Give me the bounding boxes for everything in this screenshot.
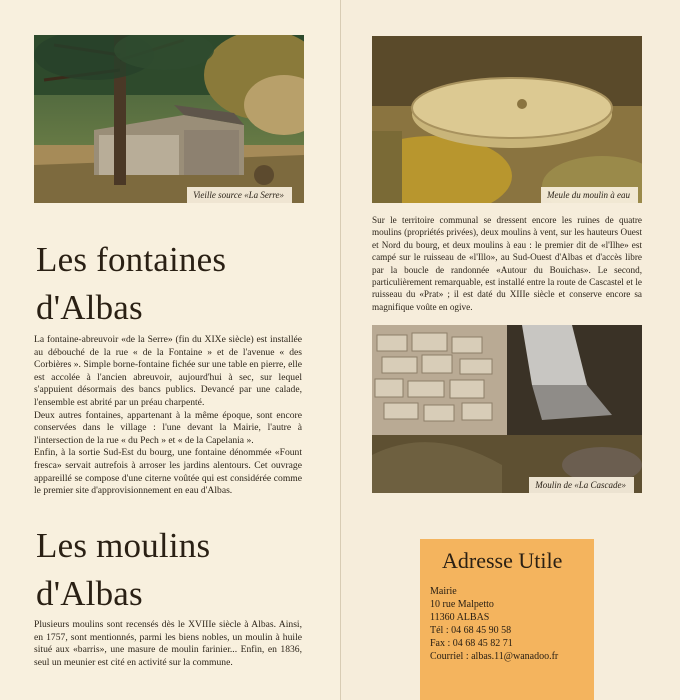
title-line: Les fontaines: [36, 240, 227, 279]
address-line: 11360 ALBAS: [430, 612, 490, 623]
photo-vieille-source: [34, 35, 304, 203]
title-moulins: [36, 522, 210, 618]
title-line: Les moulins: [36, 526, 211, 565]
photo-caption: Moulin de «La Cascade»: [529, 477, 634, 493]
photo-caption: Meule du moulin à eau: [541, 187, 638, 203]
title-line: d'Albas: [36, 574, 143, 613]
paragraph: Deux autres fontaines, appartenant à la même époque, sont encore conservées dans le village : l'une devant la Mairie, l'autre à l'intersection de la rue « du Pech » et « de la Capelania ».: [34, 409, 302, 446]
photo-caption: Vieille source «La Serre»: [187, 187, 292, 203]
address-line: Mairie: [430, 586, 457, 597]
address-title: Adresse Utile: [442, 548, 563, 573]
address-fax: Fax : 04 68 45 82 71: [430, 638, 513, 649]
photo-moulin-cascade: [372, 325, 642, 493]
paragraph: La fontaine-abreuvoir «de la Serre» (fin du XIXe siècle) est installée au débouché de la rue « de la Fontaine » et de l'avenue « des Corbières ». Simple borne-fontaine fichée sur une table en pierre, elle est accolée à l'ancien abreuvoir, aujourd'hui à sec, sur lequel s'appuient désormais des bancs publics. Devancé par une calade, l'ensemble est abrité par un préau charpenté.: [34, 334, 302, 408]
address-lines: [430, 585, 558, 663]
address-box: [420, 539, 594, 700]
address-line: 10 rue Malpetto: [430, 599, 494, 610]
fontaines-text: [34, 334, 302, 498]
moulins-description: [372, 214, 642, 313]
title-fontaines: [36, 236, 226, 332]
photo-meule: [372, 36, 642, 203]
address-phone: Tél : 04 68 45 90 58: [430, 625, 512, 636]
paragraph: Plusieurs moulins sont recensés dès le XVIIIe siècle à Albas. Ainsi, en 1757, sont mentionnés, parmi les biens nobles, un moulin à huile situé aux «barris», une masure de moulin farinier... Enfin, en 1836, seul un meunier est cité en activité sur la commune.: [34, 619, 302, 668]
paragraph: Sur le territoire communal se dressent encore les ruines de quatre moulins (propriétés privées), deux moulins à vent, sur les hauteurs Ouest et Nord du bourg, et deux moulins à eau : le premier dit de «l'Ilhe» est campé sur le ruisseau de «l'Illo», au Sud-Ouest d'Albas et d'accès libre par la boucle de randonnée «Autour du Bouichas». Le second, particulièrement remarquable, est installé entre la route de Cascastel et le ruisseau du «Prat» ; il est daté du XIIIe siècle et conserve encore sa magnifique voûte en ogive.: [372, 215, 642, 312]
paragraph: Enfin, à la sortie Sud-Est du bourg, une fontaine dénommée «Fount fresca» servait autrefois à arroser les jardins alentours. Cet ouvrage appareillé se compose d'une citerne voûtée qui est considérée comme le premier site d'approvisionnement en eau d'Albas.: [34, 447, 302, 497]
address-email[interactable]: Courriel : albas.11@wanadoo.fr: [430, 651, 559, 662]
title-line: d'Albas: [36, 288, 143, 327]
moulins-text: [34, 619, 302, 669]
